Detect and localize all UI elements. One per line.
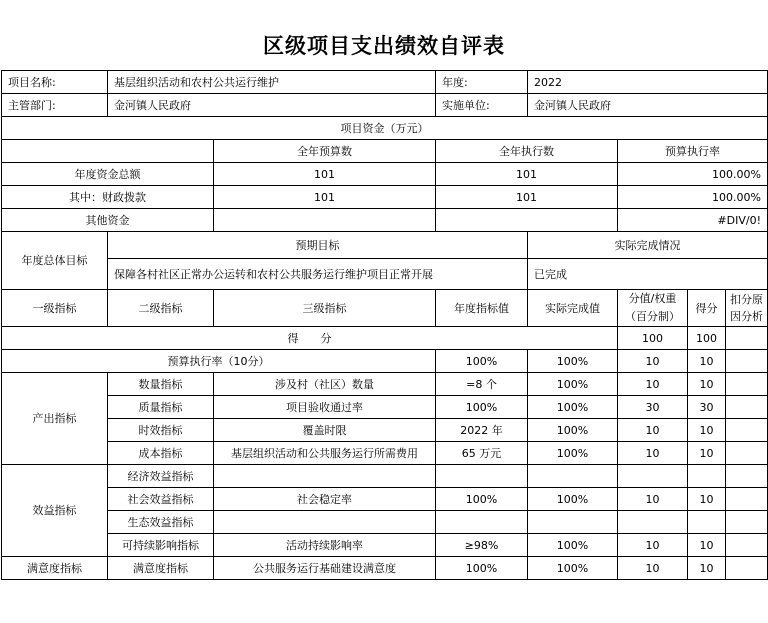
funds-header-blank xyxy=(2,140,214,163)
indicator-target xyxy=(436,465,528,488)
header-target: 年度指标值 xyxy=(436,290,528,327)
indicator-header-row xyxy=(2,290,768,327)
budget-rate-weight: 10 xyxy=(618,350,688,373)
year-label: 年度: xyxy=(436,71,528,94)
funds-row-exec xyxy=(436,209,618,232)
indicator-lvl3: 社会稳定率 xyxy=(214,488,436,511)
indicator-lvl3: 项目验收通过率 xyxy=(214,396,436,419)
indicator-target: 100% xyxy=(436,488,528,511)
dept-value: 金河镇人民政府 xyxy=(108,94,436,117)
indicator-target: ≥98% xyxy=(436,534,528,557)
indicator-target: 65 万元 xyxy=(436,442,528,465)
header-weight: 分值/权重（百分制） xyxy=(618,290,688,327)
total-row xyxy=(2,327,768,350)
budget-rate-reason xyxy=(726,350,768,373)
indicator-target xyxy=(436,511,528,534)
goal-header-row xyxy=(2,232,768,259)
indicator-reason xyxy=(726,396,768,419)
indicator-row xyxy=(2,396,768,419)
indicator-target: =8 个 xyxy=(436,373,528,396)
total-label: 得 分 xyxy=(2,327,618,350)
page-title: 区级项目支出绩效自评表 xyxy=(263,34,505,58)
indicator-reason xyxy=(726,488,768,511)
indicator-row xyxy=(2,442,768,465)
goal-expected-text: 保障各村社区正常办公运转和农村公共服务运行维护项目正常开展 xyxy=(108,259,528,290)
goal-label: 年度总体目标 xyxy=(2,232,108,290)
indicator-reason xyxy=(726,557,768,580)
funds-row-label: 其他资金 xyxy=(2,209,214,232)
funds-row xyxy=(2,209,768,232)
output-group-label: 产出指标 xyxy=(2,373,108,465)
indicator-reason xyxy=(726,419,768,442)
indicator-actual: 100% xyxy=(528,534,618,557)
indicator-score: 10 xyxy=(688,534,726,557)
indicator-reason xyxy=(726,534,768,557)
indicator-lvl2: 时效指标 xyxy=(108,419,214,442)
funds-row-budget: 101 xyxy=(214,163,436,186)
indicator-row xyxy=(2,488,768,511)
satisfaction-group-label: 满意度指标 xyxy=(2,557,108,580)
goal-actual-header: 实际完成情况 xyxy=(528,232,768,259)
header-score: 得分 xyxy=(688,290,726,327)
indicator-weight: 10 xyxy=(618,557,688,580)
indicator-actual xyxy=(528,511,618,534)
funds-col-budget: 全年预算数 xyxy=(214,140,436,163)
indicator-target: 2022 年 xyxy=(436,419,528,442)
impl-value: 金河镇人民政府 xyxy=(528,94,768,117)
indicator-score: 10 xyxy=(688,373,726,396)
indicator-weight xyxy=(618,511,688,534)
indicator-weight: 10 xyxy=(618,373,688,396)
dept-label: 主管部门: xyxy=(2,94,108,117)
project-name-label: 项目名称: xyxy=(2,71,108,94)
indicator-lvl3: 活动持续影响率 xyxy=(214,534,436,557)
indicator-lvl2: 经济效益指标 xyxy=(108,465,214,488)
total-weight: 100 xyxy=(618,327,688,350)
funds-col-exec: 全年执行数 xyxy=(436,140,618,163)
funds-row-label: 其中：财政拨款 xyxy=(2,186,214,209)
total-reason xyxy=(726,327,768,350)
indicator-weight xyxy=(618,465,688,488)
header-lvl2: 二级指标 xyxy=(108,290,214,327)
indicator-lvl2: 数量指标 xyxy=(108,373,214,396)
indicator-score: 10 xyxy=(688,557,726,580)
indicator-row xyxy=(2,511,768,534)
indicator-actual xyxy=(528,465,618,488)
indicator-lvl2: 社会效益指标 xyxy=(108,488,214,511)
indicator-lvl2: 质量指标 xyxy=(108,396,214,419)
indicator-lvl2: 生态效益指标 xyxy=(108,511,214,534)
indicator-weight: 10 xyxy=(618,534,688,557)
indicator-actual: 100% xyxy=(528,396,618,419)
indicator-lvl2: 满意度指标 xyxy=(108,557,214,580)
indicator-lvl2: 可持续影响指标 xyxy=(108,534,214,557)
funds-header-row xyxy=(2,140,768,163)
project-name-value: 基层组织活动和农村公共运行维护 xyxy=(108,71,436,94)
budget-rate-row xyxy=(2,350,768,373)
indicator-lvl3: 涉及村（社区）数量 xyxy=(214,373,436,396)
info-row-project xyxy=(2,71,768,94)
indicator-reason xyxy=(726,442,768,465)
indicator-actual: 100% xyxy=(528,419,618,442)
funds-row-rate: 100.00% xyxy=(618,186,768,209)
indicator-lvl3: 公共服务运行基础建设满意度 xyxy=(214,557,436,580)
goal-content-row xyxy=(2,259,768,290)
indicator-target: 100% xyxy=(436,557,528,580)
info-row-dept xyxy=(2,94,768,117)
indicator-reason xyxy=(726,511,768,534)
indicator-reason xyxy=(726,465,768,488)
budget-rate-label: 预算执行率（10分） xyxy=(2,350,436,373)
indicator-score: 10 xyxy=(688,419,726,442)
funds-section-row xyxy=(2,117,768,140)
indicator-score xyxy=(688,465,726,488)
funds-row-rate: 100.00% xyxy=(618,163,768,186)
header-lvl3: 三级指标 xyxy=(214,290,436,327)
budget-rate-actual: 100% xyxy=(528,350,618,373)
header-actual: 实际完成值 xyxy=(528,290,618,327)
evaluation-table xyxy=(1,70,768,580)
funds-row-rate: #DIV/0! xyxy=(618,209,768,232)
indicator-lvl3: 覆盖时限 xyxy=(214,419,436,442)
funds-row-budget: 101 xyxy=(214,186,436,209)
header-lvl1: 一级指标 xyxy=(2,290,108,327)
indicator-target: 100% xyxy=(436,396,528,419)
funds-row xyxy=(2,163,768,186)
indicator-lvl3 xyxy=(214,511,436,534)
funds-row-budget xyxy=(214,209,436,232)
indicator-weight: 30 xyxy=(618,396,688,419)
indicator-row xyxy=(2,557,768,580)
indicator-lvl3: 基层组织活动和公共服务运行所需费用 xyxy=(214,442,436,465)
indicator-lvl2: 成本指标 xyxy=(108,442,214,465)
header-reason: 扣分原因分析 xyxy=(726,290,768,327)
indicator-actual: 100% xyxy=(528,442,618,465)
funds-col-rate: 预算执行率 xyxy=(618,140,768,163)
indicator-weight: 10 xyxy=(618,419,688,442)
impl-label: 实施单位: xyxy=(436,94,528,117)
indicator-row xyxy=(2,419,768,442)
funds-row-exec: 101 xyxy=(436,163,618,186)
budget-rate-target: 100% xyxy=(436,350,528,373)
indicator-weight: 10 xyxy=(618,488,688,511)
funds-row xyxy=(2,186,768,209)
funds-row-exec: 101 xyxy=(436,186,618,209)
indicator-actual: 100% xyxy=(528,557,618,580)
benefit-group-label: 效益指标 xyxy=(2,465,108,557)
indicator-weight: 10 xyxy=(618,442,688,465)
indicator-lvl3 xyxy=(214,465,436,488)
indicator-reason xyxy=(726,373,768,396)
goal-expected-header: 预期目标 xyxy=(108,232,528,259)
goal-actual-text: 已完成 xyxy=(528,259,768,290)
indicator-score xyxy=(688,511,726,534)
year-value: 2022 xyxy=(528,71,768,94)
indicator-row xyxy=(2,465,768,488)
indicator-score: 30 xyxy=(688,396,726,419)
funds-section-title: 项目资金（万元） xyxy=(2,117,768,140)
indicator-actual: 100% xyxy=(528,373,618,396)
indicator-row xyxy=(2,373,768,396)
indicator-score: 10 xyxy=(688,442,726,465)
total-score: 100 xyxy=(688,327,726,350)
indicator-actual: 100% xyxy=(528,488,618,511)
funds-row-label: 年度资金总额 xyxy=(2,163,214,186)
indicator-score: 10 xyxy=(688,488,726,511)
budget-rate-score: 10 xyxy=(688,350,726,373)
indicator-row xyxy=(2,534,768,557)
